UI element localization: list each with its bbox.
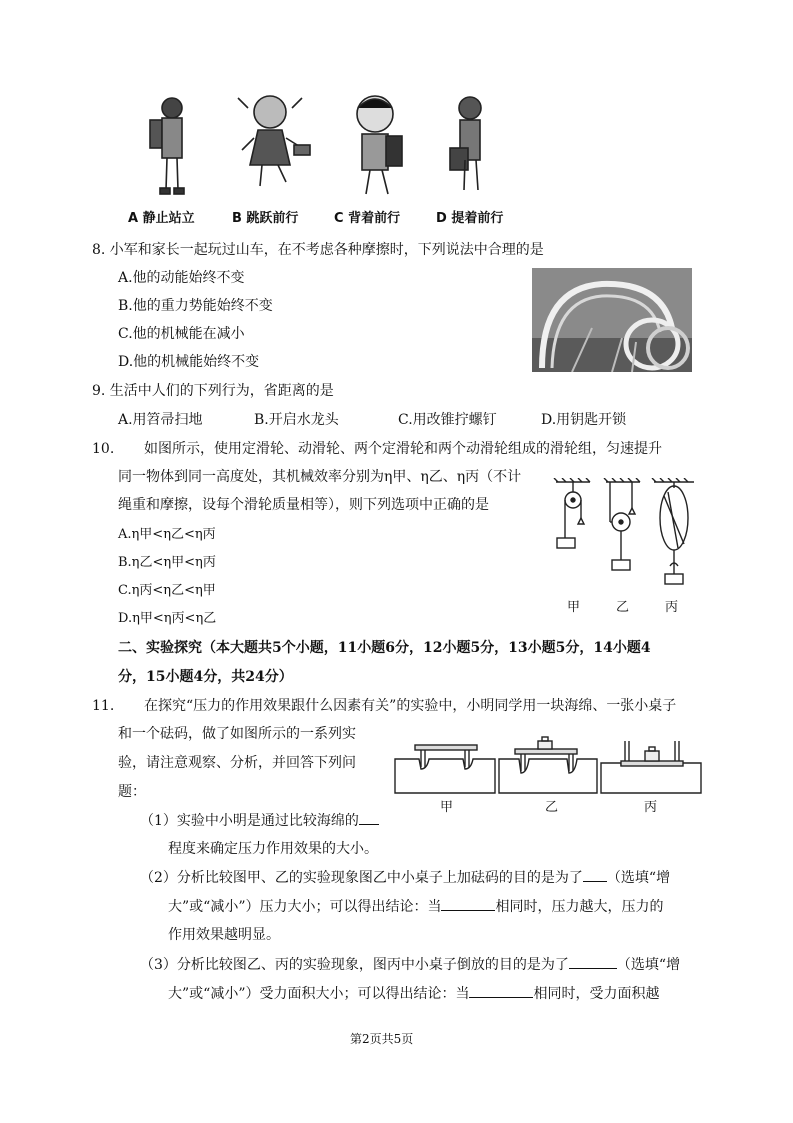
- q11-part-3-text-a: （3）分析比较图乙、丙的实验现象，图丙中小桌子倒放的目的是为了: [140, 957, 569, 973]
- section-2-heading-line-1: 二、实验探究（本大题共5个小题，11小题6分，12小题5分，13小题5分，14小题4: [118, 640, 651, 656]
- child-a-figure: [150, 98, 184, 194]
- q11-part-2-blank-1[interactable]: [583, 867, 607, 882]
- child-label-a: A 静止站立: [128, 211, 195, 226]
- pulley-label-jia: 甲: [567, 600, 581, 615]
- pulley-label-bing: 丙: [665, 600, 679, 615]
- children-illustration: [130, 90, 530, 205]
- sponge-label-yi: 乙: [545, 800, 559, 815]
- roller-coaster-photo: [532, 268, 692, 372]
- pulley-label-yi: 乙: [616, 600, 630, 615]
- q11-part-2-text-d: 相同时，压力越大，压力的: [495, 899, 664, 915]
- q11-part-2-line-2: [168, 896, 663, 917]
- q9-option-d: D.用钥匙开锁: [541, 412, 627, 428]
- child-label-d: D 提着前行: [436, 211, 504, 226]
- q11-part-2-blank-2[interactable]: [441, 896, 495, 911]
- q8-option-b: B.他的重力势能始终不变: [118, 298, 273, 314]
- child-b-figure: [238, 96, 310, 186]
- q11-part-3-text-b: （选填“增: [616, 957, 681, 973]
- q11-part-3-line-2: [168, 983, 659, 1004]
- q9-option-a: A.用笤帚扫地: [118, 412, 203, 428]
- children-figure: [130, 90, 530, 225]
- q11-part-1-line-1: [140, 810, 379, 831]
- q10-option-c: C.η丙<η乙<η甲: [118, 583, 216, 598]
- q8-option-c: C.他的机械能在减小: [118, 326, 245, 342]
- q11-part-3-blank-2[interactable]: [469, 983, 533, 998]
- q11-part-1-text-a: （1）实验中小明是通过比较海绵的: [140, 813, 359, 829]
- q8-stem: 8. 小军和家长一起玩过山车，在不考虑各种摩擦时，下列说法中合理的是: [92, 242, 544, 258]
- q11-part-3-line-1: [140, 954, 680, 975]
- q11-part-1-line-2: 程度来确定压力作用效果的大小。: [168, 841, 378, 857]
- child-label-b: B 跳跃前行: [232, 211, 299, 226]
- sponge-label-jia: 甲: [440, 800, 454, 815]
- pulley-figure: [548, 478, 708, 593]
- q8-option-d: D.他的机械能始终不变: [118, 354, 260, 370]
- pulley-illustration: [548, 478, 708, 593]
- page-footer: 第2页共5页: [350, 1032, 414, 1046]
- q11-part-2-line-3: 作用效果越明显。: [168, 927, 280, 943]
- child-c-figure: [357, 96, 402, 194]
- section-2-heading-line-2: 分，15小题4分，共24分）: [118, 669, 293, 685]
- q10-line-2: 同一物体到同一高度处，其机械效率分别为η甲、η乙、η丙（不计: [118, 469, 522, 485]
- q8-option-a: A.他的动能始终不变: [118, 270, 245, 286]
- q11-part-2-line-1: [140, 867, 670, 888]
- q10-line-3: 绳重和摩擦，设每个滑轮质量相等），则下列选项中正确的是: [118, 497, 489, 513]
- q11-part-2-text-a: （2）分析比较图甲、乙的实验现象图乙中小桌子上加砝码的目的是为了: [140, 870, 583, 886]
- q10-option-a: A.η甲<η乙<η丙: [118, 527, 216, 542]
- q11-part-2-text-c: 大”或“减小”）压力大小；可以得出结论：当: [168, 899, 442, 915]
- q10-option-d: D.η甲<η丙<η乙: [118, 611, 217, 626]
- q11-part-3-blank-1[interactable]: [569, 954, 617, 969]
- q9-option-c: C.用改锥拧螺钉: [398, 412, 497, 428]
- sponge-label-bing: 丙: [644, 800, 658, 815]
- child-d-figure: [450, 97, 481, 190]
- q11-line-2: 和一个砝码，做了如图所示的一系列实: [118, 726, 356, 742]
- q11-part-2-text-b: （选填“增: [606, 870, 671, 886]
- roller-coaster-illustration: [532, 268, 692, 372]
- q10-option-b: B.η乙<η甲<η丙: [118, 555, 216, 570]
- q11-part-3-text-d: 相同时，受力面积越: [533, 986, 660, 1002]
- q9-stem: 9. 生活中人们的下列行为，省距离的是: [92, 383, 334, 399]
- q11-line-1: 在探究“压力的作用效果跟什么因素有关”的实验中，小明同学用一块海绵、一张小桌子: [144, 698, 677, 714]
- q11-line-3: 验，请注意观察、分析，并回答下列问: [118, 755, 356, 771]
- child-label-c: C 背着前行: [334, 211, 401, 226]
- q9-option-b: B.开启水龙头: [254, 412, 339, 428]
- sponge-illustration: [393, 735, 703, 795]
- sponge-figure: [393, 735, 703, 795]
- q11-part-1-blank[interactable]: [359, 810, 379, 825]
- q11-number: 11.: [92, 698, 115, 714]
- q11-part-3-text-c: 大”或“减小”）受力面积大小；可以得出结论：当: [168, 986, 470, 1002]
- q11-line-4: 题：: [118, 784, 146, 800]
- q10-line-1: 如图所示，使用定滑轮、动滑轮、两个定滑轮和两个动滑轮组成的滑轮组，匀速提升: [144, 441, 662, 457]
- q10-number: 10.: [92, 441, 115, 457]
